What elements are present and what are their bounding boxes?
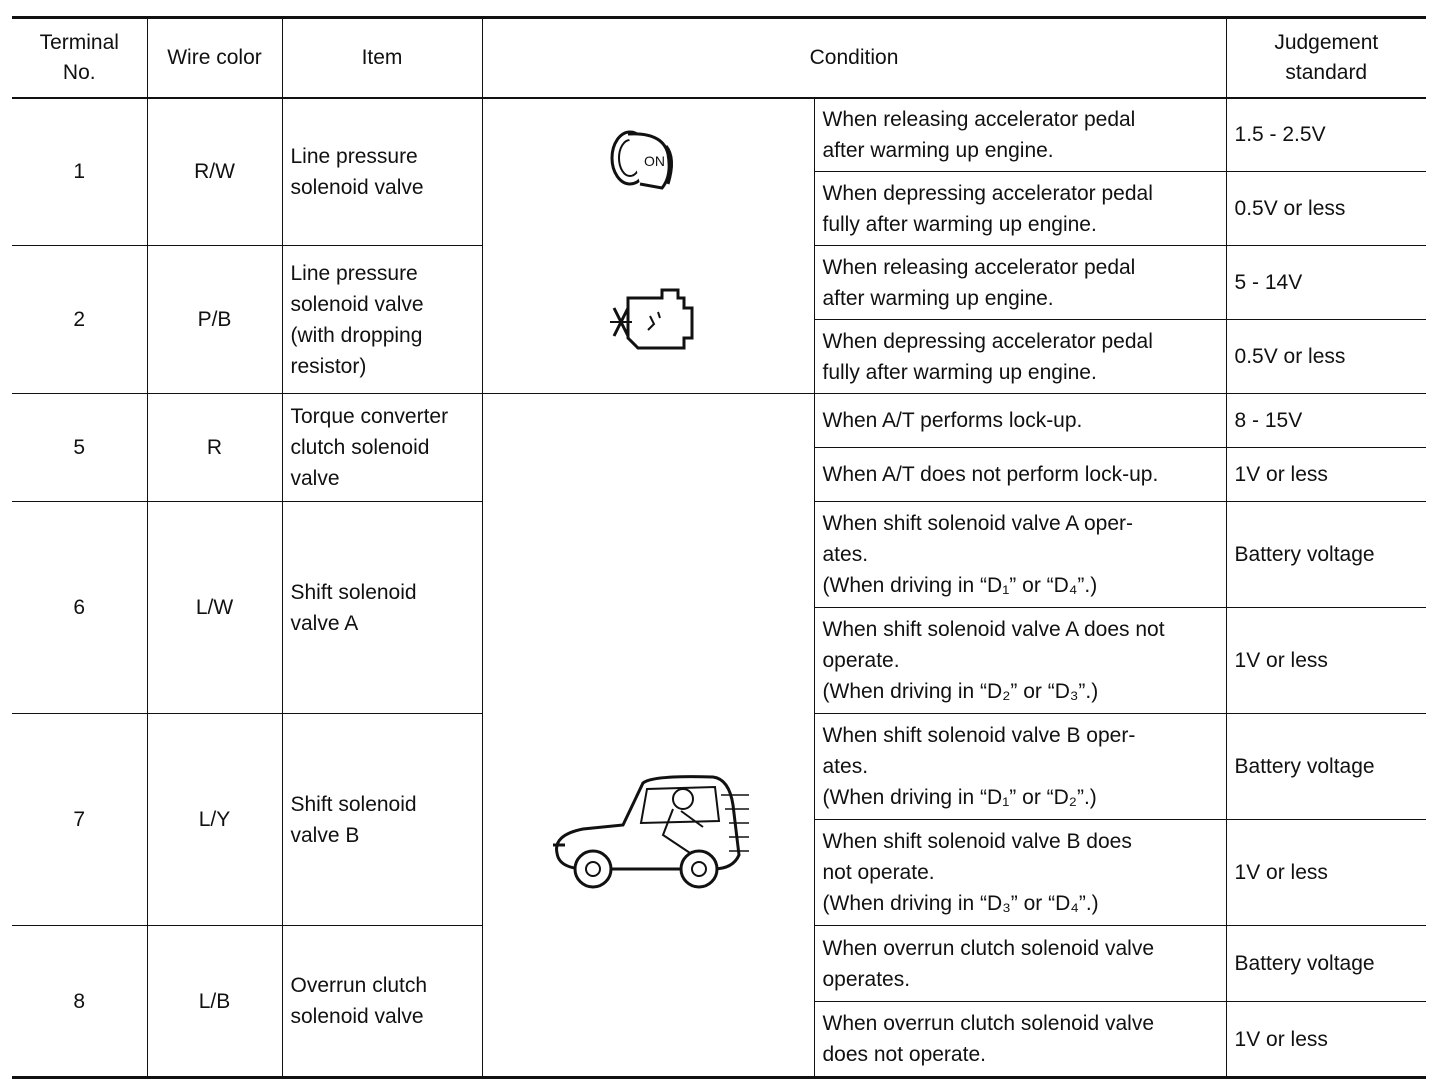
- item-name: Line pressure solenoid valve: [282, 98, 482, 246]
- wire-color: L/W: [147, 502, 282, 714]
- judgement-value: 1V or less: [1226, 448, 1426, 502]
- condition-text: When A/T does not perform lock-up.: [814, 448, 1226, 502]
- wire-color: P/B: [147, 246, 282, 394]
- judgement-value: Battery voltage: [1226, 502, 1426, 608]
- judgement-value: 1V or less: [1226, 820, 1426, 926]
- driving-car-icon: [543, 765, 753, 905]
- judgement-value: 1V or less: [1226, 608, 1426, 714]
- condition-text: When depressing accelerator pedal fully after warming up engine.: [814, 172, 1226, 246]
- header-terminal: Terminal No.: [12, 18, 147, 98]
- item-name: Torque converter clutch solenoid valve: [282, 394, 482, 502]
- judgement-value: Battery voltage: [1226, 714, 1426, 820]
- judgement-value: 1.5 - 2.5V: [1226, 98, 1426, 172]
- condition-text: When shift solenoid valve B oper- ates. (When driving in “D₁” or “D₂”.): [814, 714, 1226, 820]
- item-name: Line pressure solenoid valve (with dropping resistor): [282, 246, 482, 394]
- wire-color: L/Y: [147, 714, 282, 926]
- item-name: Shift solenoid valve B: [282, 714, 482, 926]
- terminal-no: 2: [12, 246, 147, 394]
- item-name: Shift solenoid valve A: [282, 502, 482, 714]
- condition-text: When shift solenoid valve B does not operate. (When driving in “D₃” or “D₄”.): [814, 820, 1226, 926]
- terminal-no: 6: [12, 502, 147, 714]
- condition-text: When shift solenoid valve A does not operate. (When driving in “D₂” or “D₃”.): [814, 608, 1226, 714]
- table-row: [12, 98, 1426, 172]
- judgement-value: Battery voltage: [1226, 926, 1426, 1002]
- condition-text: When overrun clutch solenoid valve operates.: [814, 926, 1226, 1002]
- condition-text: When depressing accelerator pedal fully after warming up engine.: [814, 320, 1226, 394]
- wire-color: R/W: [147, 98, 282, 246]
- header-judgement: Judgement standard: [1226, 18, 1426, 98]
- condition-text: When overrun clutch solenoid valve does not operate.: [814, 1002, 1226, 1078]
- judgement-value: 0.5V or less: [1226, 320, 1426, 394]
- wire-color: R: [147, 394, 282, 502]
- judgement-value: 1V or less: [1226, 1002, 1426, 1078]
- engine-running-icon: [588, 286, 708, 366]
- header-condition: Condition: [482, 18, 1226, 98]
- ignition-on-icon: [588, 126, 708, 196]
- header-wire-color: Wire color: [147, 18, 282, 98]
- item-name: Overrun clutch solenoid valve: [282, 926, 482, 1078]
- condition-text: When releasing accelerator pedal after warming up engine.: [814, 246, 1226, 320]
- condition-text: When shift solenoid valve A oper- ates. (When driving in “D₁” or “D₄”.): [814, 502, 1226, 608]
- driving-car-cell: [482, 394, 814, 1078]
- terminal-no: 8: [12, 926, 147, 1078]
- terminal-no: 5: [12, 394, 147, 502]
- judgement-value: 8 - 15V: [1226, 394, 1426, 448]
- header-item: Item: [282, 18, 482, 98]
- condition-text: When A/T performs lock-up.: [814, 394, 1226, 448]
- terminal-table: [12, 16, 1426, 1079]
- wire-color: L/B: [147, 926, 282, 1078]
- terminal-no: 7: [12, 714, 147, 926]
- table-row: [12, 394, 1426, 448]
- judgement-value: 5 - 14V: [1226, 246, 1426, 320]
- ignition-engine-cell: [482, 98, 814, 394]
- judgement-value: 0.5V or less: [1226, 172, 1426, 246]
- terminal-no: 1: [12, 98, 147, 246]
- condition-text: When releasing accelerator pedal after warming up engine.: [814, 98, 1226, 172]
- ignition-on-label: ON: [644, 152, 665, 169]
